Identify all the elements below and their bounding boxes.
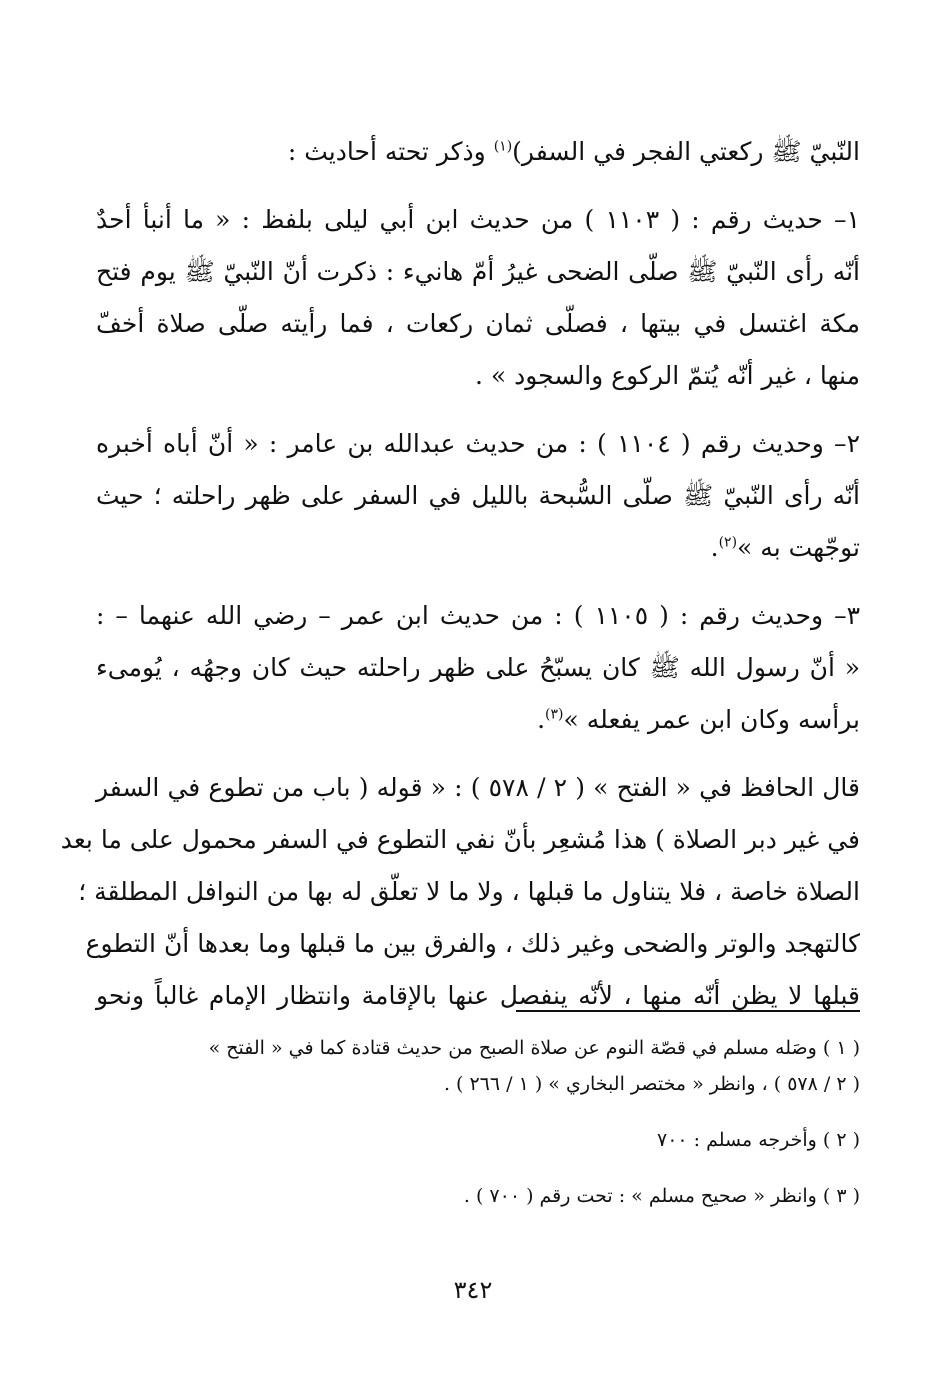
text-line: منها ، غير أنّه يُتمّ الركوع والسجود » . [474, 361, 860, 390]
footnote-divider [516, 1010, 860, 1012]
text-line: توجّهت به »$^{(٢)}$. [710, 533, 860, 562]
text-line: « أنّ رسول الله ﷺ كان يسبّحُ على ظهر راحلته حيث كان وجهُه ، يُومىء [96, 653, 860, 682]
footnote-1-line: ( ١ ) وصَله مسلم في قصّة النوم عن صلاة الصبح من حديث قتادة كما في « الفتح » [208, 1037, 860, 1059]
text-line: في غير دبر الصلاة ) هذا مُشعِر بأنّ نفي التطوع في السفر محمول على ما بعد [60, 825, 860, 854]
text-line: الصلاة خاصة ، فلا يتناول ما قبلها ، ولا ما لا تعلّق له بها من النوافل المطلقة ؛ [78, 877, 860, 906]
text-line: أنّه رأى النّبيّ ﷺ صلّى الضحى غيرُ أمّ هانيء : ذكرت أنّ النّبيّ ﷺ يوم فتح [96, 257, 860, 286]
text-line: كالتهجد والوتر والضحى وغير ذلك ، والفرق بين ما قبلها وما بعدها أنّ التطوع [85, 929, 860, 958]
footnotes [96, 1030, 860, 1214]
footnote-ref: (١) [493, 138, 513, 155]
footnote-ref: (٢) [718, 534, 738, 551]
text-line: برأسه وكان ابن عمر يفعله »$^{(٣)}$. [537, 705, 860, 734]
text-line: ٢– وحديث رقم ( ١١٠٤ ) : من حديث عبدالله بن عامر : « أنّ أباه أخبره [96, 429, 860, 458]
footnote-ref: (٣) [545, 706, 564, 723]
text-line: قبلها لا يظن أنّه منها ، لأنّه ينفصل عنها بالإقامة وانتظار الإمام غالباً ونحو [96, 981, 860, 1010]
text-line: مكة اغتسل في بيتها ، فصلّى ثمان ركعات ، فما رأيته صلّى صلاة أخفّ [96, 309, 860, 338]
text-line: ١– حديث رقم : ( ١١٠٣ ) من حديث ابن أبي ليلى بلفظ : « ما أنبأ أحدٌ [96, 205, 860, 234]
footnote-2: ( ٢ ) وأخرجه مسلم : ٧٠٠ [657, 1129, 860, 1151]
footnote-3: ( ٣ ) وانظر « صحيح مسلم » : تحت رقم ( ٧٠٠ ) . [463, 1185, 860, 1207]
text-line: ٣– وحديث رقم : ( ١١٠٥ ) : من حديث ابن عمر – رضي الله عنهما – : [96, 601, 861, 630]
text-line: قال الحافظ في « الفتح » ( ٢ / ٥٧٨ ) : « قوله ( باب من تطوع في السفر [96, 773, 860, 802]
text-line: أنّه رأى النّبيّ ﷺ صلّى السُّبحة بالليل في السفر على ظهر راحلته ؛ حيث [96, 481, 860, 510]
footnote-1-line: ( ٢ / ٥٧٨ ) ، وانظر « مختصر البخاري » ( ١ / ٢٦٦ ) . [443, 1073, 860, 1095]
text-line: النّبيّ ﷺ ركعتي الفجر في السفر)$^{(١)}$ وذكر تحته أحاديث : [287, 137, 860, 166]
page-number: ٣٤٢ [453, 1276, 493, 1304]
body-text [60, 126, 861, 1022]
